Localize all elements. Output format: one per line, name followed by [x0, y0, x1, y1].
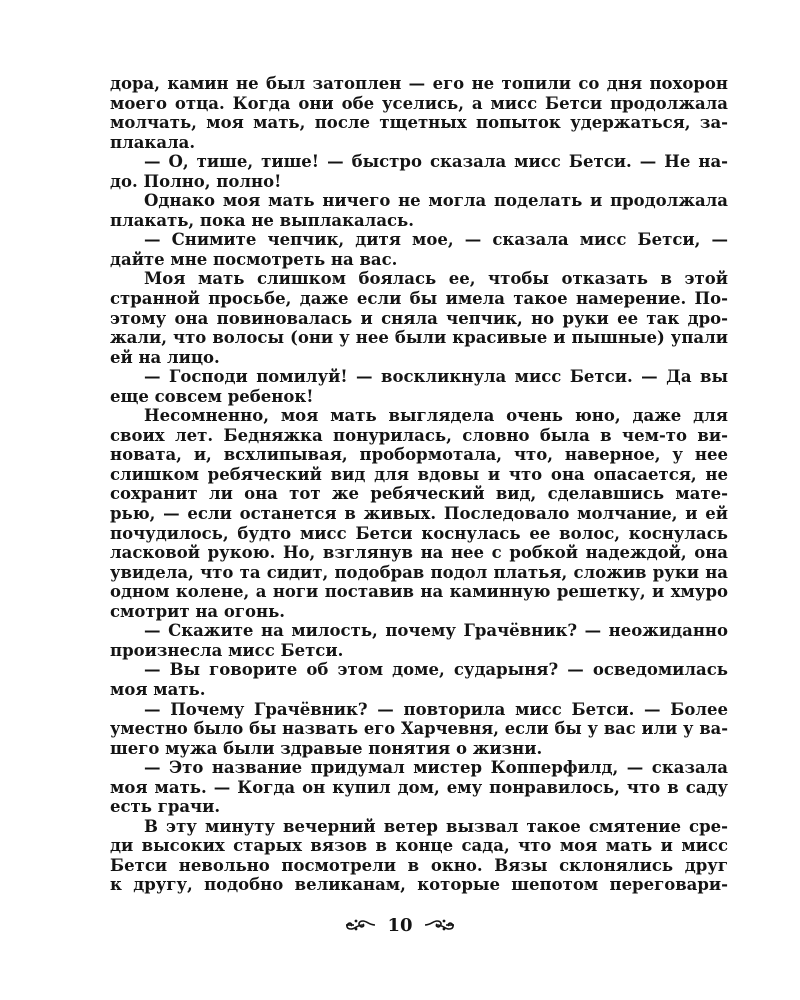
text-line: почудилось, будто мисс Бетси коснулась ее волос, коснулась	[110, 523, 728, 543]
text-line: одном колене, а ноги поставив на каминную решетку, и хмуро	[110, 582, 728, 602]
text-line: молчать, моя мать, после тщетных попыток удержаться, за-	[110, 113, 728, 133]
fleuron-right-icon	[423, 915, 457, 935]
text-line: еще совсем ребенок!	[110, 386, 314, 406]
text-line: Несомненно, моя мать выглядела очень юно, даже для	[144, 406, 728, 426]
text-line: Моя мать слишком боялась ее, чтобы отказать в этой	[144, 269, 728, 289]
text-line: к другу, подобно великанам, которые шепотом переговари-	[110, 875, 728, 895]
text-line: плакать, пока не выплакалась.	[110, 210, 415, 230]
text-line: жали, что волосы (они у нее были красивые и пышные) упали	[110, 328, 728, 348]
text-line: моя мать.	[110, 679, 206, 699]
text-line: сохранит ли она тот же ребяческий вид, сделавшись мате-	[110, 484, 728, 504]
text-line: моя мать. — Когда он купил дом, ему понравилось, что в саду	[110, 777, 728, 797]
text-line: дора, камин не был затоплен — его не топили со дня похорон	[110, 74, 728, 93]
text-line: странной просьбе, даже если бы имела такое намерение. По-	[110, 289, 728, 309]
text-line: своих лет. Бедняжка понурилась, словно была в чем-то ви-	[110, 425, 728, 445]
text-line: уместно было бы назвать его Харчевня, если бы у вас или у ва-	[110, 719, 728, 739]
page-number: 10	[387, 914, 413, 936]
text-line: — Почему Грачёвник? — повторила мисс Бетси. — Более	[144, 699, 728, 719]
text-line: произнесла мисс Бетси.	[110, 640, 344, 660]
text-line: есть грачи.	[110, 797, 221, 817]
text-line: — О, тише, тише! — быстро сказала мисс Бетси. — Не на-	[144, 152, 728, 172]
text-line: рью, — если останется в живых. Последовало молчание, и ей	[110, 504, 728, 524]
text-line: смотрит на огонь.	[110, 601, 286, 621]
text-line: до. Полно, полно!	[110, 171, 282, 191]
text-line: Бетси невольно посмотрели в окно. Вязы склонялись друг	[110, 855, 728, 875]
body-text	[110, 74, 728, 895]
text-line: моего отца. Когда они обе уселись, а мисс Бетси продолжала	[110, 93, 728, 113]
text-line: новата, и, всхлипывая, пробормотала, что, наверное, у нее	[110, 445, 728, 465]
text-line: — Скажите на милость, почему Грачёвник? — неожиданно	[144, 621, 728, 641]
text-line: дайте мне посмотреть на вас.	[110, 249, 398, 269]
text-line: — Вы говорите об этом доме, сударыня? — осведомилась	[144, 660, 728, 680]
text-line: слишком ребяческий вид для вдовы и что она опасается, не	[110, 464, 728, 484]
text-line: плакала.	[110, 132, 196, 152]
text-line: — Это название придумал мистер Копперфилд, — сказала	[144, 758, 728, 778]
text-line: — Господи помилуй! — воскликнула мисс Бетси. — Да вы	[144, 367, 728, 387]
fleuron-left-icon	[343, 915, 377, 935]
text-line: — Снимите чепчик, дитя мое, — сказала мисс Бетси, —	[144, 230, 728, 250]
text-line: Однако моя мать ничего не могла поделать и продолжала	[144, 191, 728, 211]
text-line: В эту минуту вечерний ветер вызвал такое смятение сре-	[144, 816, 728, 836]
text-line: увидела, что та сидит, подобрав подол платья, сложив руки на	[110, 562, 728, 582]
text-line: ласковой рукою. Но, взглянув на нее с робкой надеждой, она	[110, 543, 728, 563]
text-line: ди высоких старых вязов в конце сада, что моя мать и мисс	[110, 836, 728, 856]
text-line: этому она повиновалась и сняла чепчик, но руки ее так дро-	[110, 308, 728, 328]
page-footer	[0, 910, 800, 940]
text-line: ей на лицо.	[110, 347, 220, 367]
text-line: шего мужа были здравые понятия о жизни.	[110, 738, 543, 758]
